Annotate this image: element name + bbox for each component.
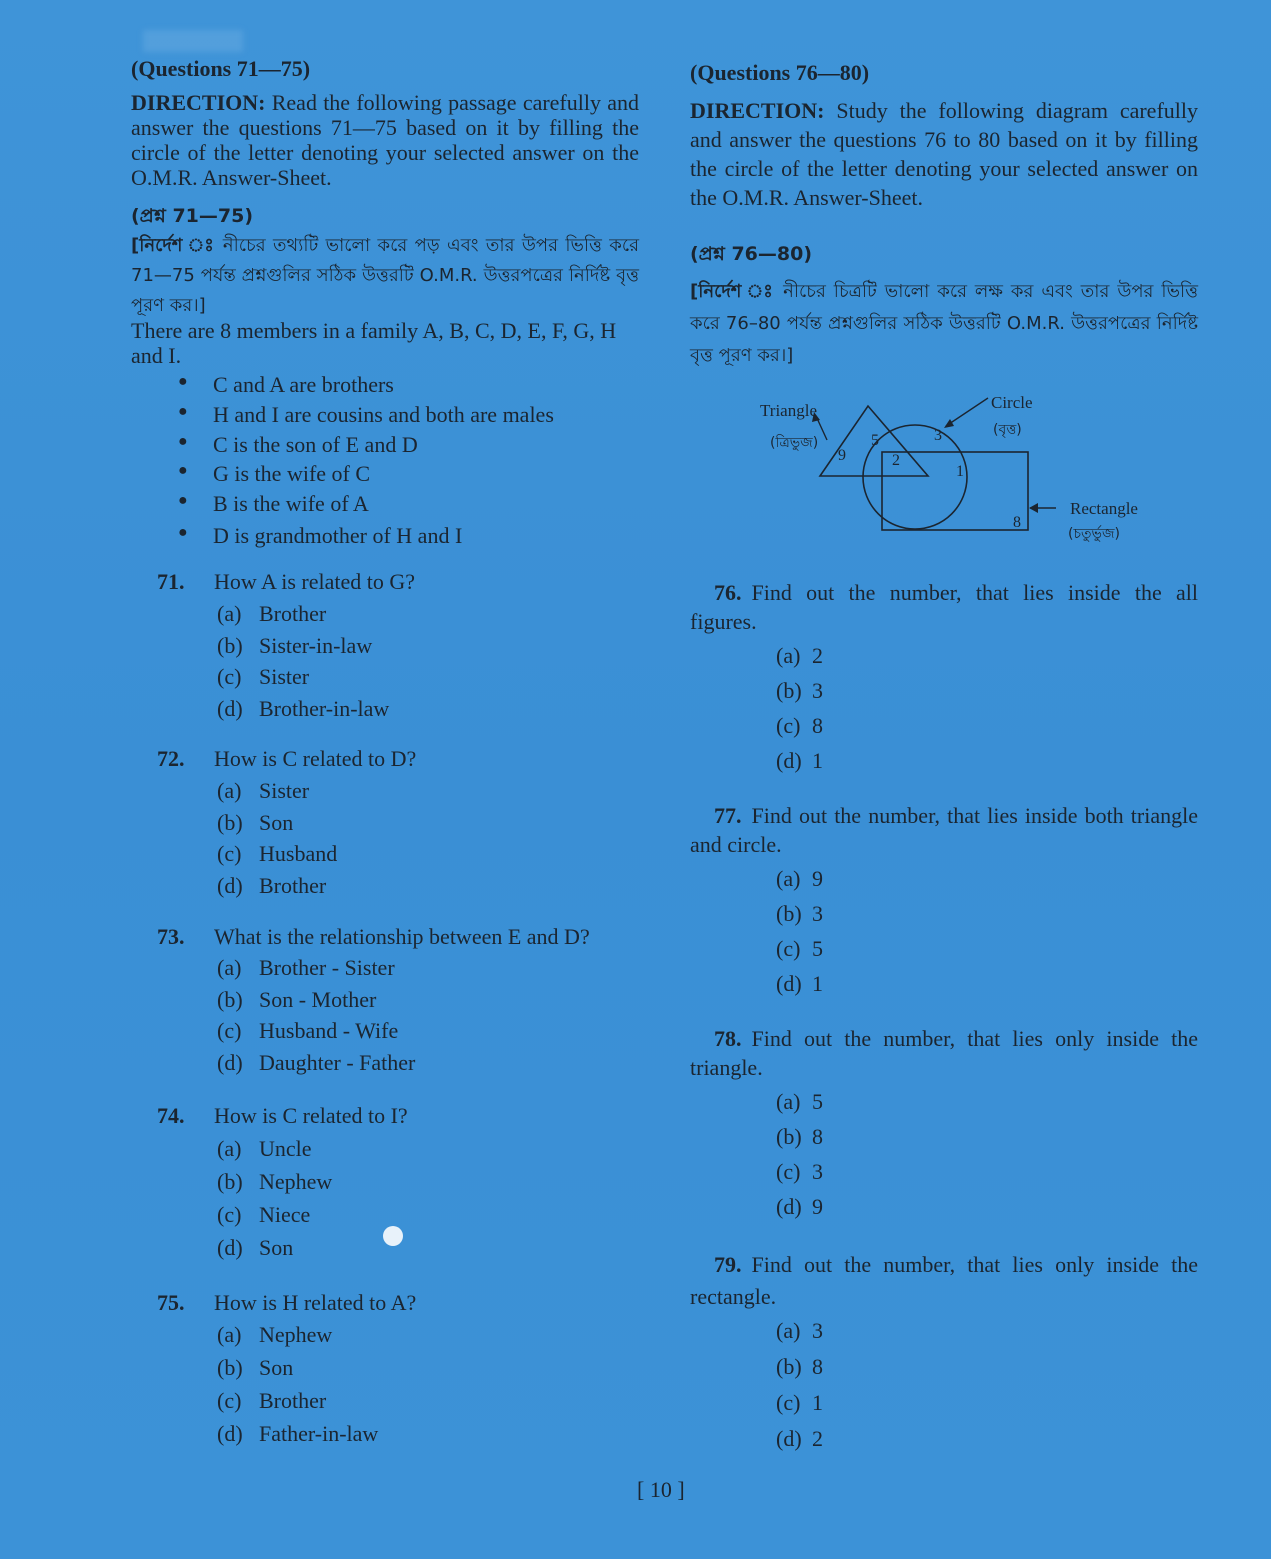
answer-option[interactable]: (d) Daughter - Father	[217, 1050, 416, 1075]
region-number: 2	[892, 452, 900, 469]
section-heading-71-75: (Questions 71—75)	[131, 56, 311, 81]
answer-option[interactable]: (d) Father-in-law	[217, 1421, 379, 1446]
answer-option[interactable]: (c) 8	[776, 713, 823, 738]
question-text: What is the relationship between E and D?	[214, 924, 590, 949]
answer-option[interactable]: (b) Sister-in-law	[217, 633, 373, 658]
answer-option[interactable]: (c) 3	[776, 1159, 823, 1184]
bullet-item: ● H and I are cousins and both are males	[178, 402, 554, 427]
answer-option[interactable]: (b) Nephew	[217, 1169, 333, 1194]
light-spot	[383, 1226, 403, 1246]
arrowhead	[944, 419, 954, 428]
question-number: 72.	[157, 746, 185, 771]
answer-option[interactable]: (a) 5	[776, 1089, 823, 1114]
question-number: 74.	[157, 1103, 185, 1128]
direction-label: DIRECTION:	[131, 90, 266, 115]
bullet-item: ● G is the wife of C	[178, 461, 371, 486]
answer-option[interactable]: (d) Son	[217, 1235, 294, 1260]
direction-71-75	[131, 90, 639, 190]
arrowhead	[1029, 503, 1038, 513]
region-number: 5	[871, 432, 879, 449]
answer-option[interactable]: (c) Brother	[217, 1388, 327, 1413]
answer-option[interactable]: (c) 5	[776, 936, 823, 961]
question-76: 76. Find out the number, that lies inside the all figures.	[690, 580, 1198, 634]
question-text: How is C related to I?	[214, 1103, 408, 1128]
question-text: How is H related to A?	[214, 1290, 417, 1315]
answer-option[interactable]: (d) Brother-in-law	[217, 696, 390, 721]
question-text: How is C related to D?	[214, 746, 417, 771]
rectangle-bengali-label: (চতুর্ভুজ)	[1068, 526, 1120, 542]
question-text: How A is related to G?	[214, 569, 416, 594]
question-number: 75.	[157, 1290, 185, 1315]
answer-option[interactable]: (b) 3	[776, 678, 823, 703]
answer-option[interactable]: (b) 8	[776, 1354, 823, 1379]
circle-pointer	[946, 398, 988, 426]
page-number: [ 10 ]	[637, 1477, 685, 1502]
answer-option[interactable]: (c) Husband - Wife	[217, 1018, 399, 1043]
region-number: 8	[1013, 514, 1021, 531]
answer-option[interactable]: (c) Husband	[217, 841, 338, 866]
region-number: 9	[838, 447, 846, 464]
bengali-heading-76-80: (প্রশ্ন 76—80)	[690, 243, 813, 265]
answer-option[interactable]: (c) Sister	[217, 664, 310, 689]
answer-option[interactable]: (b) Son	[217, 810, 294, 835]
bullet-item: ● C and A are brothers	[178, 372, 394, 397]
question-number: 71.	[157, 569, 185, 594]
section-heading-76-80: (Questions 76—80)	[690, 60, 870, 85]
question-77: 77. Find out the number, that lies inside both triangle and circle.	[690, 803, 1198, 857]
answer-option[interactable]: (a) Brother - Sister	[217, 955, 395, 980]
answer-option[interactable]: (b) 3	[776, 901, 823, 926]
faint-stamp	[143, 30, 243, 52]
direction-76-80	[690, 96, 1198, 212]
bengali-direction-label: [নির্দেশ ঃ	[690, 281, 776, 302]
bengali-direction-71-75	[131, 231, 639, 321]
answer-option[interactable]: (c) Niece	[217, 1202, 311, 1227]
answer-option[interactable]: (b) Son	[217, 1355, 294, 1380]
bullet-item: ● D is grandmother of H and I	[178, 523, 463, 548]
rectangle-label: Rectangle	[1070, 499, 1138, 518]
bengali-heading-71-75: (প্রশ্ন 71—75)	[131, 205, 254, 227]
region-number: 1	[956, 463, 964, 480]
triangle-label: Triangle	[760, 401, 817, 420]
question-79: 79. Find out the number, that lies only inside the rectangle.	[690, 1252, 1198, 1309]
bengali-direction-label: [নির্দেশ ঃ	[131, 235, 216, 256]
question-number: 73.	[157, 924, 185, 949]
bengali-direction-text: নীচের চিত্রটি ভালো করে লক্ষ কর এবং তার উপর ভিত্তি করে 76–80 পর্যন্ত প্রশ্নগুলির সঠিক উত্তরটি O.M.R. উত্তরপত্রের নির্দিষ্ট বৃত্ত পূরণ কর।]	[690, 281, 1198, 366]
circle-bengali-label: (বৃত্ত)	[993, 422, 1022, 438]
direction-label: DIRECTION:	[690, 98, 825, 123]
answer-option[interactable]: (d) 9	[776, 1194, 823, 1219]
bullet-item: ● C is the son of E and D	[178, 432, 418, 457]
answer-option[interactable]: (d) Brother	[217, 873, 327, 898]
answer-option[interactable]: (b) Son - Mother	[217, 987, 377, 1012]
answer-option[interactable]: (d) 1	[776, 971, 823, 996]
circle-label: Circle	[991, 393, 1033, 412]
answer-option[interactable]: (a) 9	[776, 866, 823, 891]
direction-text: Study the following diagram carefully and answer the questions 76 to 80 based on it by filling the circle of the letter denoting your selected answer on the O.M.R. Answer-Sheet.	[690, 98, 1199, 210]
venn-diagram	[750, 388, 1150, 548]
bengali-direction-text: নীচের তথ্যটি ভালো করে পড় এবং তার উপর ভিত্তি করে 71—75 পর্যন্ত প্রশ্নগুলির সঠিক উত্তরটি O.M.R. উত্তরপত্রের নির্দিষ্ট বৃত্ত পূরণ কর।]	[131, 235, 639, 316]
direction-text: Read the following passage carefully and answer the questions 71—75 based on it by filling the circle of the letter denoting your selected answer on the O.M.R. Answer-Sheet.	[131, 90, 640, 190]
passage: There are 8 members in a family A, B, C, D, E, F, G, H and I.	[131, 318, 617, 368]
answer-option[interactable]: (a) Uncle	[217, 1136, 312, 1161]
answer-option[interactable]: (a) 2	[776, 643, 823, 668]
answer-option[interactable]: (a) Nephew	[217, 1322, 333, 1347]
bullet-item: ● B is the wife of A	[178, 491, 369, 516]
bengali-direction-76-80	[690, 276, 1198, 372]
triangle-bengali-label: (ত্রিভুজ)	[770, 435, 819, 451]
rectangle-shape	[882, 452, 1028, 530]
answer-option[interactable]: (b) 8	[776, 1124, 823, 1149]
question-78: 78. Find out the number, that lies only inside the triangle.	[690, 1026, 1198, 1080]
answer-option[interactable]: (a) 3	[776, 1318, 823, 1343]
answer-option[interactable]: (d) 1	[776, 748, 823, 773]
answer-option[interactable]: (d) 2	[776, 1426, 823, 1451]
answer-option[interactable]: (a) Brother	[217, 601, 327, 626]
answer-option[interactable]: (a) Sister	[217, 778, 310, 803]
region-number: 3	[934, 427, 942, 444]
answer-option[interactable]: (c) 1	[776, 1390, 823, 1415]
